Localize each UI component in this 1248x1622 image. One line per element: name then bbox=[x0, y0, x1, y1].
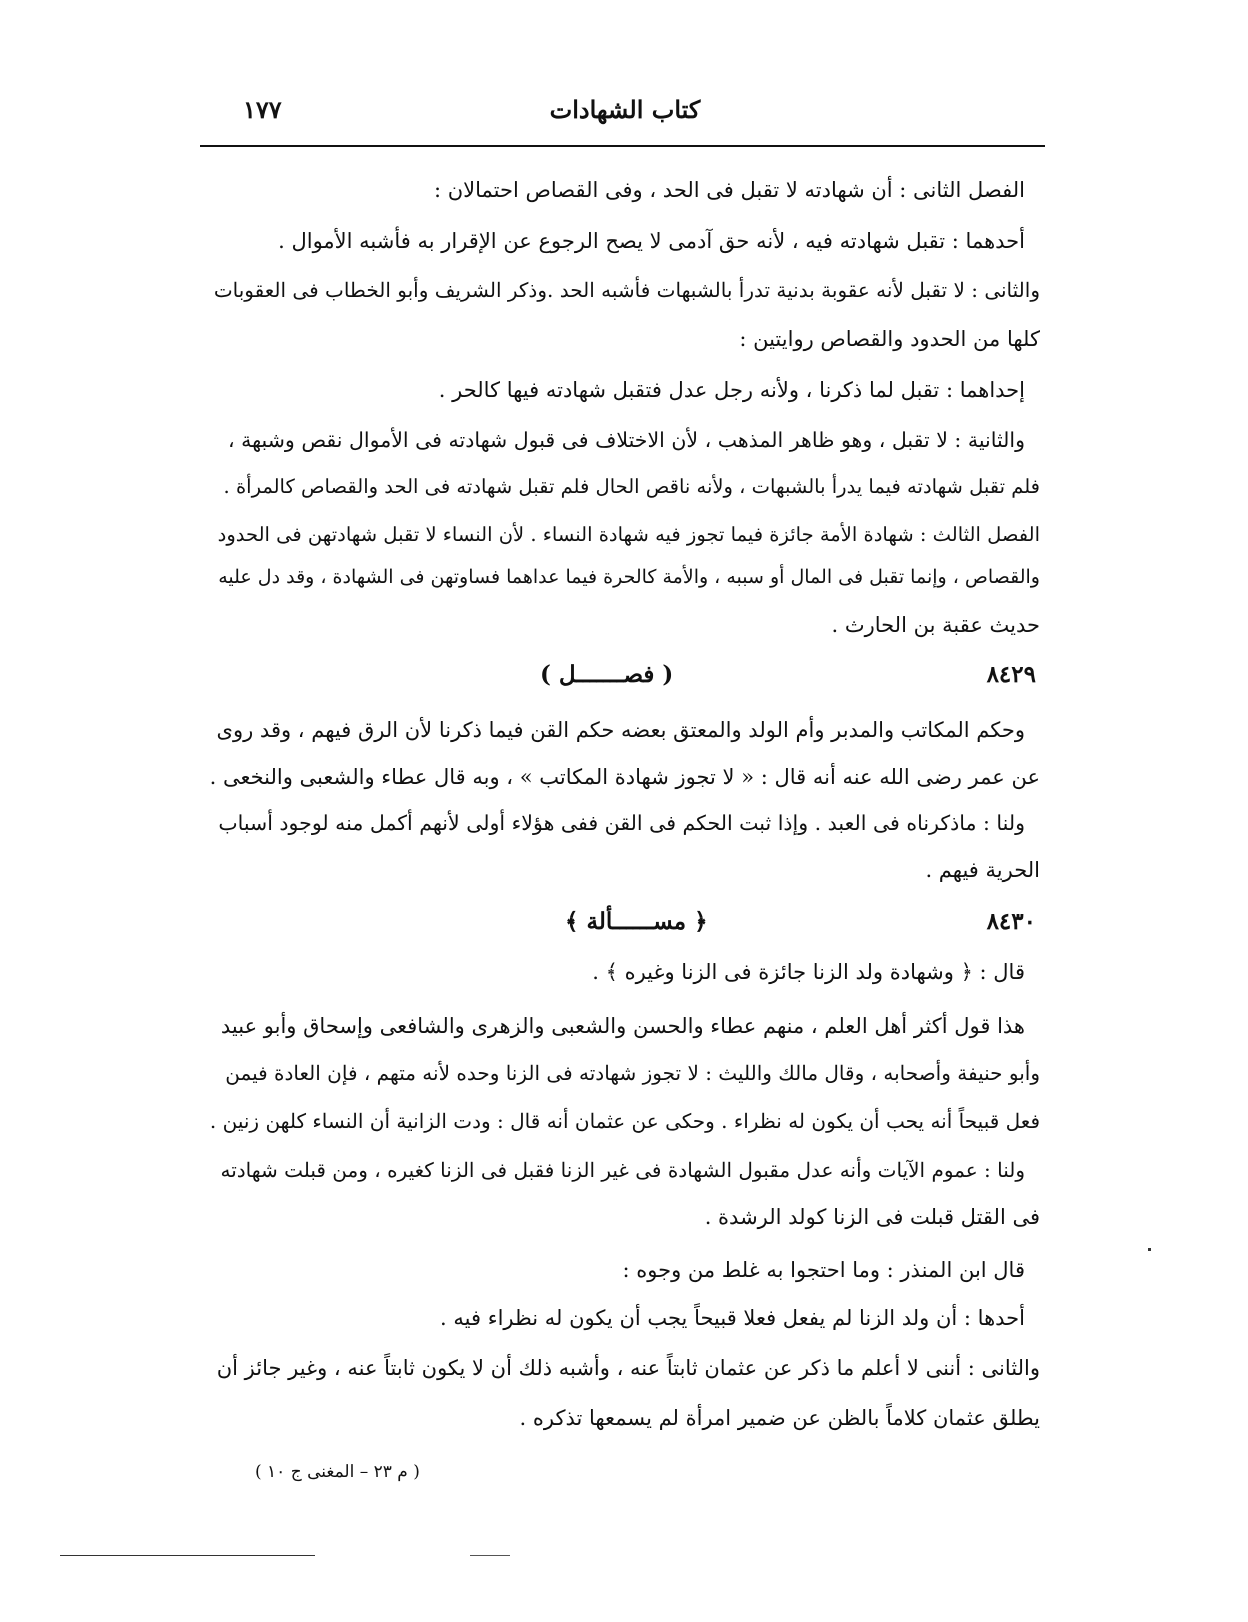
text-line: أحدها : أن ولد الزنا لم يفعل فعلا قبيحاً يجب أن يكون له نظراء فيه . bbox=[440, 1306, 1025, 1330]
text-line: والثانية : لا تقبل ، وهو ظاهر المذهب ، لأن الاختلاف فى قبول شهادته فى الأموال نقص وشبهة ، bbox=[227, 428, 1025, 452]
text-line: ولنا : ماذكرناه فى العبد . وإذا ثبت الحكم فى القن ففى هؤلاء أولى لأنهم أكمل منه لوجود أسباب bbox=[218, 811, 1025, 835]
text-line: الفصل الثالث : شهادة الأمة جائزة فيما تجوز فيه شهادة النساء . لأن النساء لا تقبل شهادتهن فى الحدود bbox=[217, 523, 1040, 546]
text-line: فعل قبيحاً أنه يحب أن يكون له نظراء . وحكى عن عثمان أنه قال : ودت الزانية أن النساء كلهن زنين . bbox=[209, 1109, 1040, 1133]
page-header bbox=[205, 95, 1045, 135]
header-rule bbox=[200, 145, 1045, 147]
text-line: ولنا : عموم الآيات وأنه عدل مقبول الشهادة فى غير الزنا فقبل فى الزنا كغيره ، ومن قبلت شهادته bbox=[220, 1158, 1025, 1182]
text-line: كلها من الحدود والقصاص روايتين : bbox=[739, 327, 1040, 351]
text-line: أحدهما : تقبل شهادته فيه ، لأنه حق آدمى لا يصح الرجوع عن الإقرار به فأشبه الأموال . bbox=[278, 229, 1025, 253]
text-line: قال : ﴿ وشهادة ولد الزنا جائزة فى الزنا وغيره ﴾ . bbox=[592, 960, 1025, 984]
text-line: هذا قول أكثر أهل العلم ، منهم عطاء والحسن والشعبى والزهرى والشافعى وإسحاق وأبو عبيد bbox=[220, 1014, 1025, 1038]
section-number: ٨٤٣٠ bbox=[986, 908, 1036, 935]
text-line: والثانى : لا تقبل لأنه عقوبة بدنية تدرأ بالشبهات فأشبه الحد .وذكر الشريف وأبو الخطاب فى العقوبات bbox=[213, 278, 1040, 302]
text-line: عن عمر رضى الله عنه أنه قال : « لا تجوز شهادة المكاتب » ، وبه قال عطاء والشعبى والنخعى . bbox=[209, 765, 1040, 789]
footer-rule bbox=[60, 1555, 315, 1556]
text-line: الفصل الثانى : أن شهادته لا تقبل فى الحد ، وفى القصاص احتمالان : bbox=[433, 178, 1025, 202]
text-line: وحكم المكاتب والمدبر وأم الولد والمعتق بعضه حكم القن فيما ذكرنا لأن الرق فيهم ، وقد روى bbox=[216, 718, 1025, 742]
footer-rule-short bbox=[470, 1555, 510, 1556]
text-line: فلم تقبل شهادته فيما يدرأ بالشبهات ، ولأنه ناقص الحال فلم تقبل شهادته فى الحد والقصاص كالمرأة . bbox=[223, 475, 1040, 498]
text-line: وأبو حنيفة وأصحابه ، وقال مالك والليث : لا تجوز شهادته فى الزنا وحده لأنه متهم ، فإن العادة فيمن bbox=[225, 1061, 1040, 1085]
page-number: ١٧٧ bbox=[243, 95, 282, 124]
section-title: ﴿ مســــــألة ﴾ bbox=[565, 908, 708, 935]
text-line: فى القتل قبلت فى الزنا كولد الرشدة . bbox=[704, 1205, 1040, 1229]
section-title: ( فصـــــــل ) bbox=[540, 661, 674, 688]
text-line: يطلق عثمان كلاماً بالظن عن ضمير امرأة لم يسمعها تذكره . bbox=[519, 1406, 1040, 1430]
text-line: حديث عقبة بن الحارث . bbox=[831, 613, 1040, 637]
text-line: إحداهما : تقبل لما ذكرنا ، ولأنه رجل عدل فتقبل شهادته فيها كالحر . bbox=[438, 378, 1025, 402]
text-line: الحرية فيهم . bbox=[925, 858, 1040, 882]
text-line: والقصاص ، وإنما تقبل فى المال أو سببه ، والأمة كالحرة فيما عداهما فساوتهن فى الشهادة ، وقد دل عليه bbox=[218, 566, 1040, 588]
signature-footnote: ( م ٢٣ – المغنى ج ١٠ ) bbox=[255, 1462, 420, 1482]
text-line: والثانى : أننى لا أعلم ما ذكر عن عثمان ثابتاً عنه ، وأشبه ذلك أن لا يكون ثابتاً عنه ، وغير جائز أن bbox=[216, 1356, 1040, 1380]
section-number: ٨٤٢٩ bbox=[986, 661, 1036, 688]
scan-speck bbox=[1148, 1248, 1151, 1251]
running-title: كتاب الشهادات bbox=[549, 95, 701, 124]
text-line: قال ابن المنذر : وما احتجوا به غلط من وجوه : bbox=[622, 1258, 1025, 1282]
